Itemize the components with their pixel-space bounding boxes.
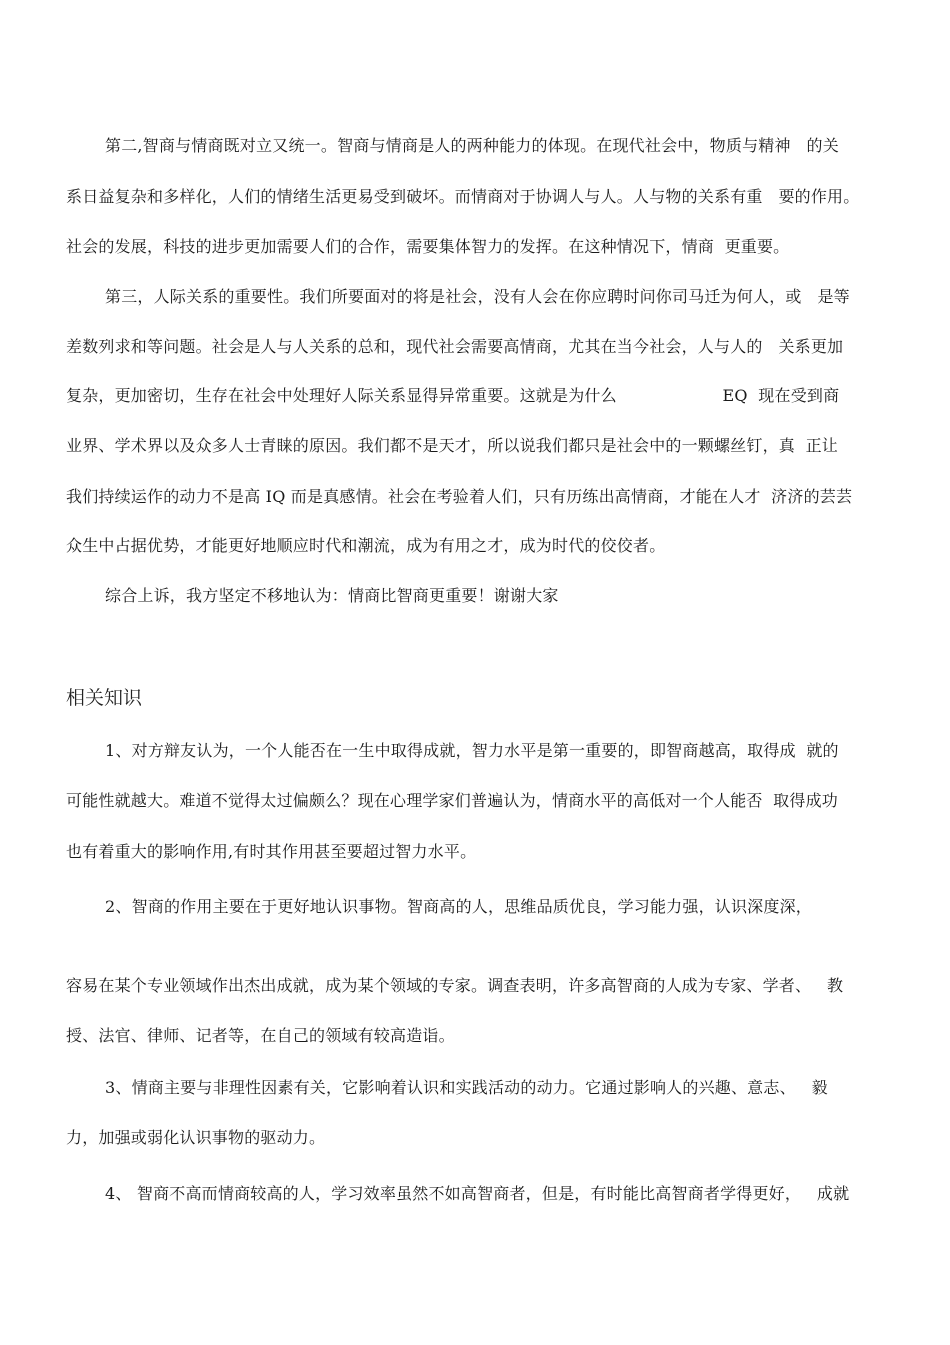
para2-line-2: 差数列求和等问题。社会是人与人关系的总和，现代社会需要高情商，尤其在当今社会，人与人的 关系更加 bbox=[66, 337, 844, 356]
para2-line-5: 我们持续运作的动力不是高 IQ 而是真感情。社会在考验着人们，只有历练出高情商，才能在人才 济济的芸芸 bbox=[66, 487, 853, 506]
item1-line-1: 1、对方辩友认为，一个人能否在一生中取得成就，智力水平是第一重要的，即智商越高，取得成 就的 bbox=[105, 741, 839, 760]
para1-line-1: 第二,智商与情商既对立又统一。智商与情商是人的两种能力的体现。在现代社会中，物质与精神 的关 bbox=[105, 136, 839, 155]
item1-line-2: 可能性就越大。难道不觉得太过偏颇么？现在心理学家们普遍认为，情商水平的高低对一个人能否 取得成功 bbox=[66, 791, 838, 810]
para2-line-6: 众生中占据优势，才能更好地顺应时代和潮流，成为有用之才，成为时代的佼佼者。 bbox=[66, 536, 666, 555]
item3-line-1: 3、情商主要与非理性因素有关，它影响着认识和实践活动的动力。它通过影响人的兴趣、意志、 毅 bbox=[105, 1078, 828, 1097]
item2-line-2: 容易在某个专业领域作出杰出成就，成为某个领域的专家。调查表明，许多高智商的人成为专家、学者、 教 bbox=[66, 976, 844, 995]
conclusion-line: 综合上诉，我方坚定不移地认为：情商比智商更重要！谢谢大家 bbox=[105, 586, 559, 605]
para1-line-3: 社会的发展，科技的进步更加需要人们的合作，需要集体智力的发挥。在这种情况下，情商 更重要。 bbox=[66, 237, 790, 256]
item4-line-1: 4、 智商不高而情商较高的人，学习效率虽然不如高智商者，但是，有时能比高智商者学得更好， 成就 bbox=[105, 1184, 850, 1203]
section-heading: 相关知识 bbox=[66, 687, 143, 709]
item2-line-1: 2、智商的作用主要在于更好地认识事物。智商高的人，思维品质优良，学习能力强，认识深度深， bbox=[105, 897, 812, 916]
para2-line-4: 业界、学术界以及众多人士青睐的原因。我们都不是天才，所以说我们都只是社会中的一颗螺丝钉，真 正让 bbox=[66, 436, 838, 455]
para2-line-1: 第三，人际关系的重要性。我们所要面对的将是社会，没有人会在你应聘时问你司马迁为何人，或 是等 bbox=[105, 287, 850, 306]
item3-line-2: 力，加强或弱化认识事物的驱动力。 bbox=[66, 1128, 326, 1147]
para1-line-2: 系日益复杂和多样化，人们的情绪生活更易受到破坏。而情商对于协调人与人。人与物的关系有重 要的作用。 bbox=[66, 187, 860, 206]
item1-line-3: 也有着重大的影响作用,有时其作用甚至要超过智力水平。 bbox=[66, 842, 477, 861]
para2-line-3: 复杂，更加密切，生存在社会中处理好人际关系显得异常重要。这就是为什么 EQ 现在受到商 bbox=[66, 386, 840, 405]
item2-line-3: 授、法官、律师、记者等，在自己的领域有较高造诣。 bbox=[66, 1026, 455, 1045]
